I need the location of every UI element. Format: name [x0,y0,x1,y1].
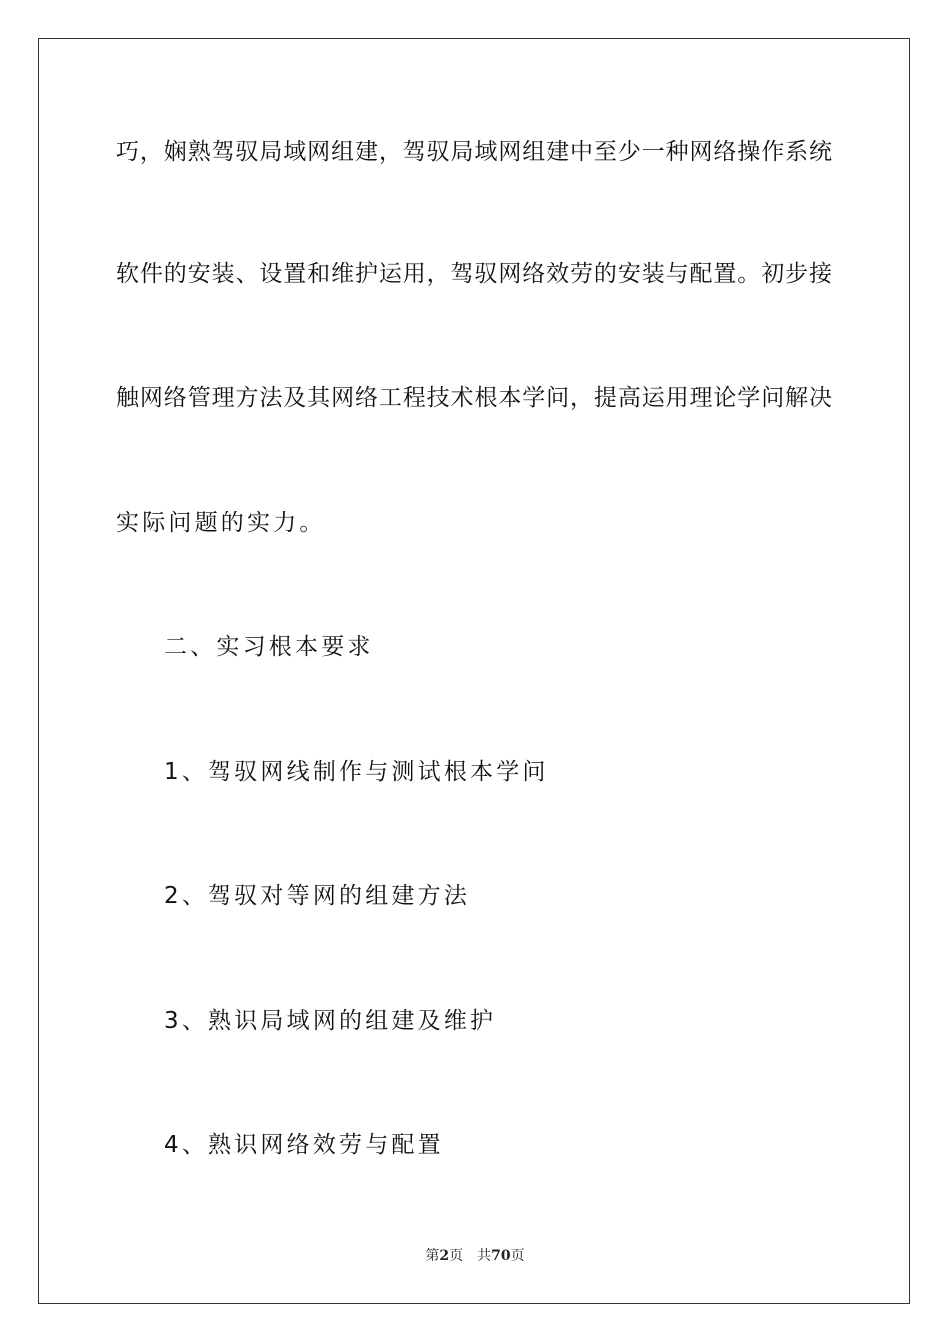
footer-total-unit: 页 [510,1248,525,1264]
footer-page-total: 70 [491,1248,511,1264]
list-item-3: 3、熟识局域网的组建及维护 [164,1008,497,1034]
footer-page-prefix: 第 [425,1248,440,1264]
page-footer [0,1247,950,1265]
list-item-4: 4、熟识网络效劳与配置 [164,1132,444,1158]
footer-total-prefix: 共 [477,1248,492,1264]
footer-page-current: 2 [439,1248,450,1264]
body-line-4: 实际问题的实力。 [116,510,326,536]
page-border [38,38,910,1304]
footer-page-unit: 页 [449,1248,464,1264]
body-line-3: 触网络管理方法及其网络工程技术根本学问，提高运用理论学问解决 [116,385,832,411]
list-item-2: 2、驾驭对等网的组建方法 [164,883,471,909]
section-heading: 二、实习根本要求 [164,634,374,660]
body-line-1: 巧，娴熟驾驭局域网组建，驾驭局域网组建中至少一种网络操作系统 [116,139,832,165]
body-line-2: 软件的安装、设置和维护运用，驾驭网络效劳的安装与配置。初步接 [116,261,832,287]
list-item-1: 1、驾驭网线制作与测试根本学问 [164,759,549,785]
